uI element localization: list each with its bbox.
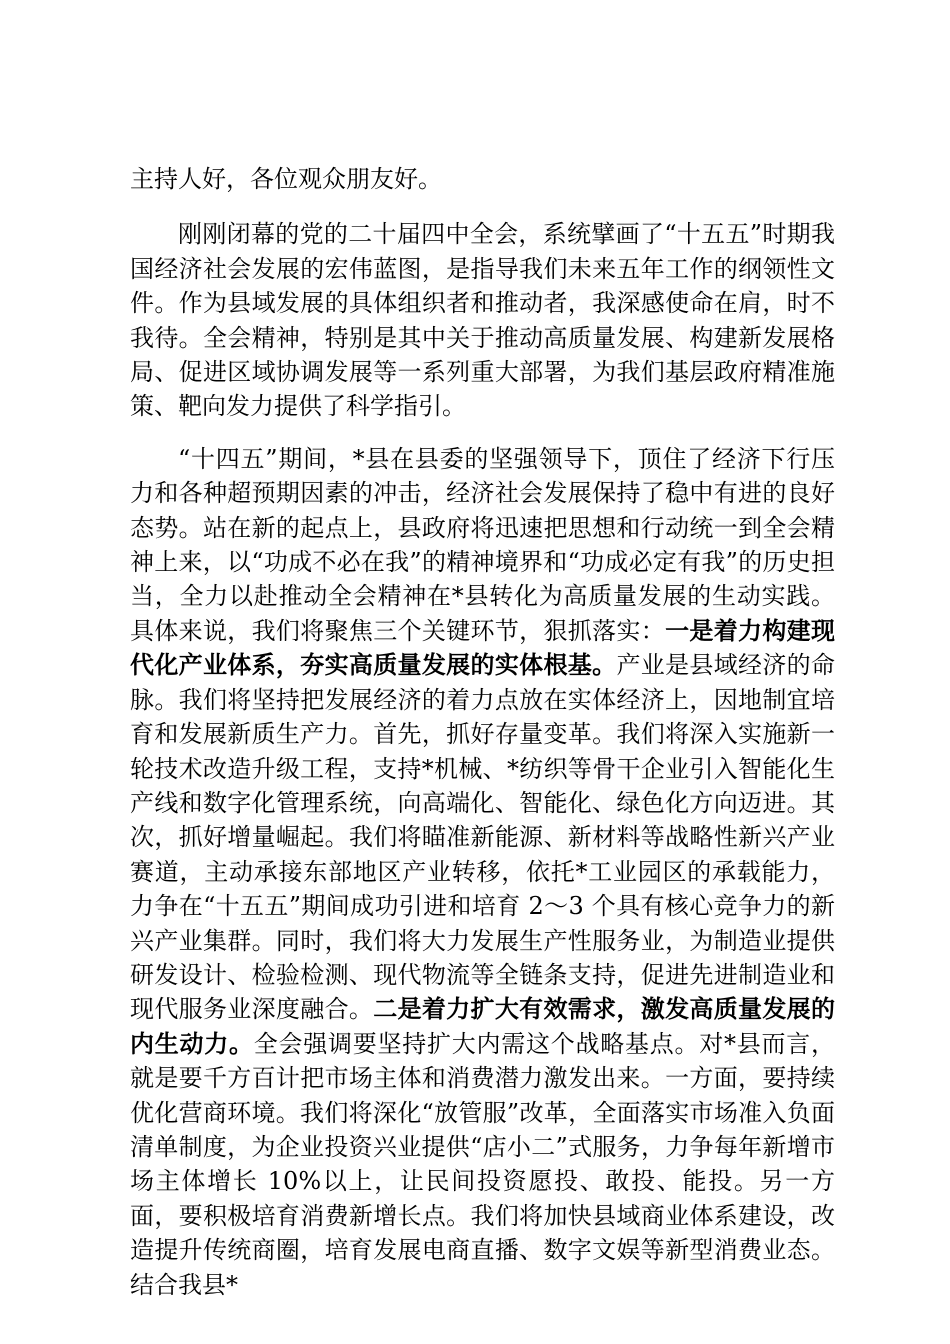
point-one-body: 产业是县域经济的命脉。我们将坚持把发展经济的着力点放在实体经济上，因地制宜培育和发展新质生产力。首先，抓好存量变革。我们将深入实施新一轮技术改造升级工程，支持*机械、*纺织等骨干企业引入智能化生产线和数字化管理系统，向高端化、智能化、绿色化方向迈进。其次，抓好增量崛起。我们将瞄准新能源、新材料等战略性新兴产业赛道，主动承接东部地区产业转移，依托*工业园区的承载能力，力争在“十五五”期间成功引进和培育 2～3 个具有核心竞争力的新兴产业集群。同时，我们将大力发展生产性服务业，为制造业提供研发设计、检验检测、现代物流等全链条支持，促进先进制造业和现代服务业深度融合。 — [130, 651, 836, 1024]
paragraph-implementation — [130, 442, 835, 1302]
point-two-body: 全会强调要坚持扩大内需这个战略基点。对*县而言，就是要千方百计把市场主体和消费潜力激发出来。一方面，要持续优化营商环境。我们将深化“放管服”改革，全面落实市场准入负面清单制度，为企业投资兴业提供“店小二”式服务，力争每年新增市场主体增长 10%以上，让民间投资愿投、敢投、能投。另一方面，要积极培育消费新增长点。我们将加快县域商业体系建设，改造提升传统商圈，培育发展电商直播、数字文娱等新型消费业态。结合我县* — [130, 1029, 835, 1299]
paragraph-intro-text: “十四五”期间，*县在县委的坚强领导下，顶住了经济下行压力和各种超预期因素的冲击，经济社会发展保持了稳中有进的良好态势。站在新的起点上，县政府将迅速把思想和行动统一到全会精神上来，以“功成不必在我”的精神境界和“功成必定有我”的历史担当，全力以赴推动全会精神在*县转化为高质量发展的生动实践。具体来说，我们将聚焦三个关键环节，狠抓落实： — [130, 444, 835, 645]
greeting-line: 主持人好，各位观众朋友好。 — [130, 165, 442, 193]
document-body — [130, 162, 835, 1320]
paragraph-plenum-intro: 刚刚闭幕的党的二十届四中全会，系统擘画了“十五五”时期我国经济社会发展的宏伟蓝图，是指导我们未来五年工作的纲领性文件。作为县域发展的具体组织者和推动者，我深感使命在肩，时不我待。全会精神，特别是其中关于推动高质量发展、构建新发展格局、促进区域协调发展等一系列重大部署，为我们基层政府精准施策、靶向发力提供了科学指引。 — [130, 220, 835, 421]
point-two-heading: 二是着力扩大有效需求，激发高质量发展的内生动力。 — [130, 994, 836, 1058]
point-one-heading: 一是着力构建现代化产业体系，夯实高质量发展的实体根基。 — [130, 615, 836, 680]
